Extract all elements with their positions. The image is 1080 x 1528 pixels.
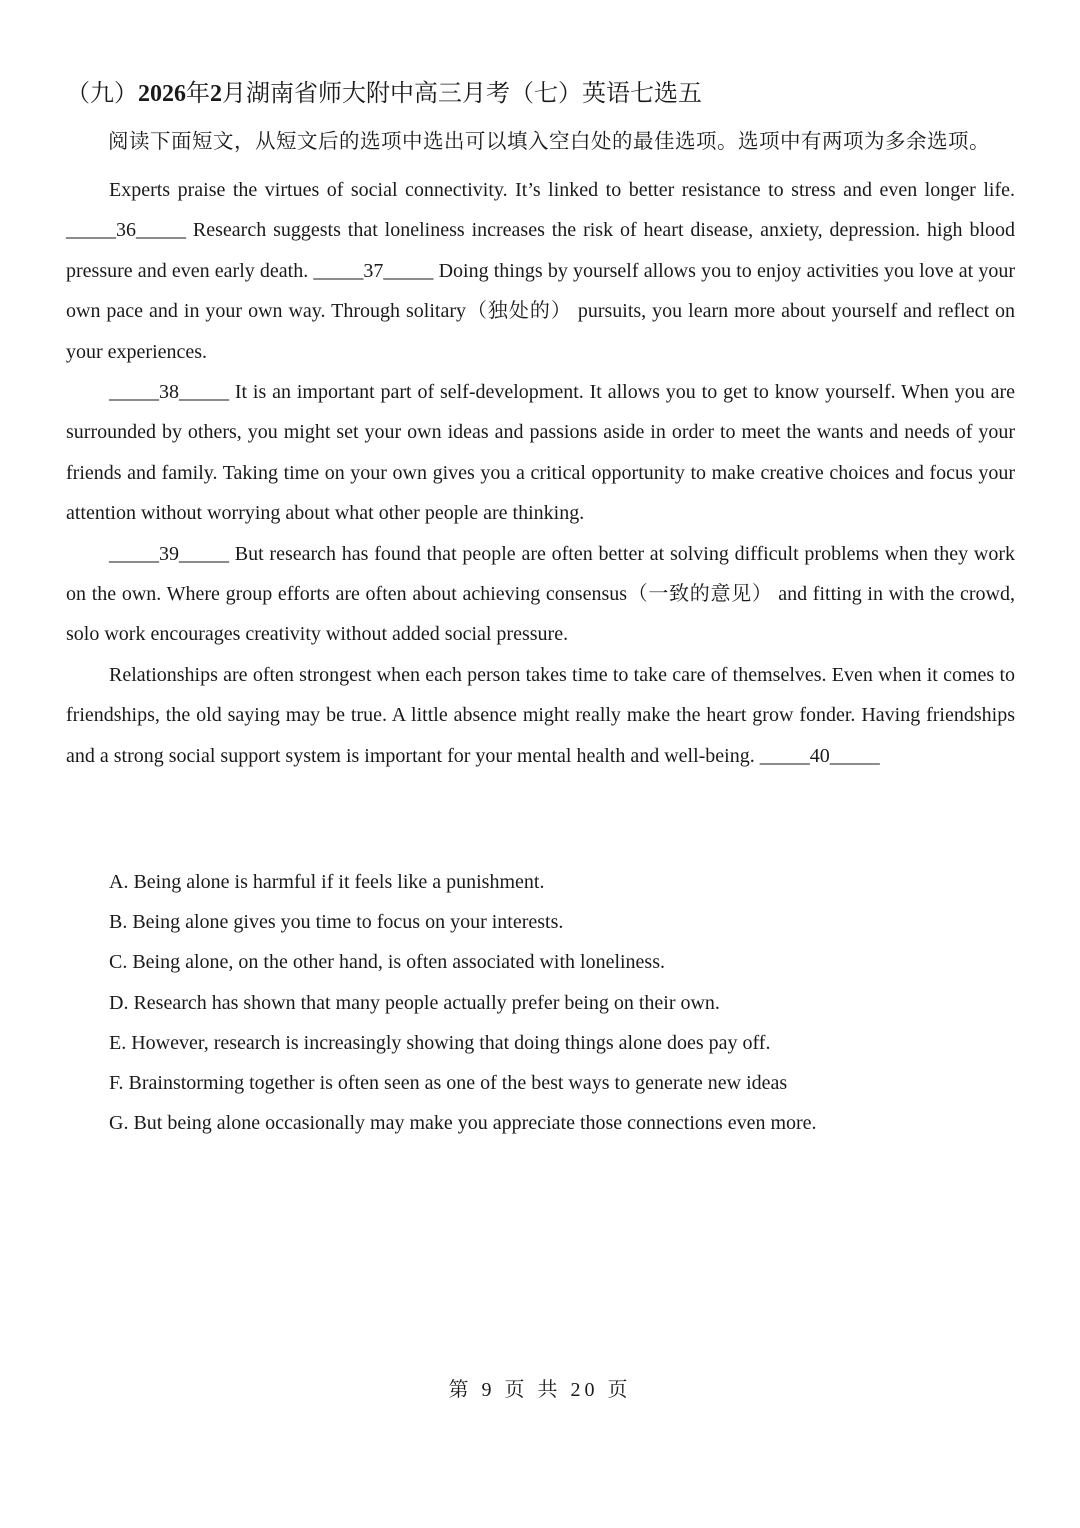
title-year: 2026 bbox=[138, 81, 186, 107]
paragraph-3 bbox=[66, 534, 1015, 655]
option-a: A. Being alone is harmful if it feels like a punishment. bbox=[109, 871, 545, 893]
paragraph-2 bbox=[66, 372, 1015, 534]
answer-options bbox=[109, 862, 1009, 1143]
reading-passage bbox=[66, 170, 1015, 776]
paragraph-2-text: It is an important part of self-development. It allows you to get to know yourself. When you are surrounded by others, you might set your own ideas and passions aside in order to meet the wants and needs of your friends and family. Taking time on your own gives you a critical opportunity to make creative choices and focus your attention without worrying about what other people are thinking. bbox=[66, 381, 1015, 525]
option-c: C. Being alone, on the other hand, is often associated with loneliness. bbox=[109, 951, 665, 974]
paragraph-3-text: But research has found that people are often better at solving difficult problems when they work on the own. Where group efforts are often about achieving consensus（一致的意见） and fitting in with the crowd, solo work encourages creativity without added social pressure. bbox=[66, 542, 1015, 646]
paragraph-1-text-c: Doing things by yourself allows you to enjoy activities you love at your own pace and in your own way. Through solitary（独处的） pursuits, you learn more about yourself and reflect on your experiences. bbox=[66, 259, 1015, 363]
option-f: F. Brainstorming together is often seen as one of the best ways to generate new ideas bbox=[109, 1072, 788, 1095]
title-rest: 月湖南省师大附中高三月考（七）英语七选五 bbox=[222, 81, 702, 107]
option-e: E. However, research is increasingly showing that doing things alone does pay off. bbox=[109, 1031, 771, 1054]
option-d: D. Research has shown that many people actually prefer being on their own. bbox=[109, 991, 720, 1014]
paragraph-1-text-b: Research suggests that loneliness increases the risk of heart disease, anxiety, depression. high blood pressure and even early death. bbox=[66, 219, 1015, 282]
title-month: 2 bbox=[210, 81, 222, 107]
paragraph-4 bbox=[66, 655, 1015, 776]
blank-38: _____38_____ bbox=[109, 381, 229, 404]
option-g: G. But being alone occasionally may make you appreciate those connections even more. bbox=[109, 1112, 817, 1135]
paragraph-4-text: Relationships are often strongest when each person takes time to take care of themselves. Even when it comes to friendships, the old saying may be true. A little absence might really make the heart grow fonder. Having friendships and a strong social support system is important for your mental health and well-being. bbox=[66, 663, 1015, 767]
page-title bbox=[66, 76, 1026, 112]
paragraph-1-text-a: Experts praise the virtues of social connectivity. It’s linked to better resistance to stress and even longer life. bbox=[109, 179, 1015, 201]
blank-37: _____37_____ bbox=[313, 259, 434, 282]
page-footer: 第 9 页 共 20 页 bbox=[448, 1379, 632, 1401]
title-prefix: （九） bbox=[66, 81, 138, 107]
paragraph-1 bbox=[66, 170, 1015, 372]
instruction-text: 阅读下面短文，从短文后的选项中选出可以填入空白处的最佳选项。选项中有两项为多余选项。 bbox=[108, 131, 990, 153]
blank-36: _____36_____ bbox=[66, 219, 186, 242]
blank-40: _____40_____ bbox=[759, 744, 880, 767]
title-mid: 年 bbox=[186, 81, 210, 107]
blank-39: _____39_____ bbox=[109, 542, 229, 565]
option-b: B. Being alone gives you time to focus on your interests. bbox=[109, 911, 564, 934]
